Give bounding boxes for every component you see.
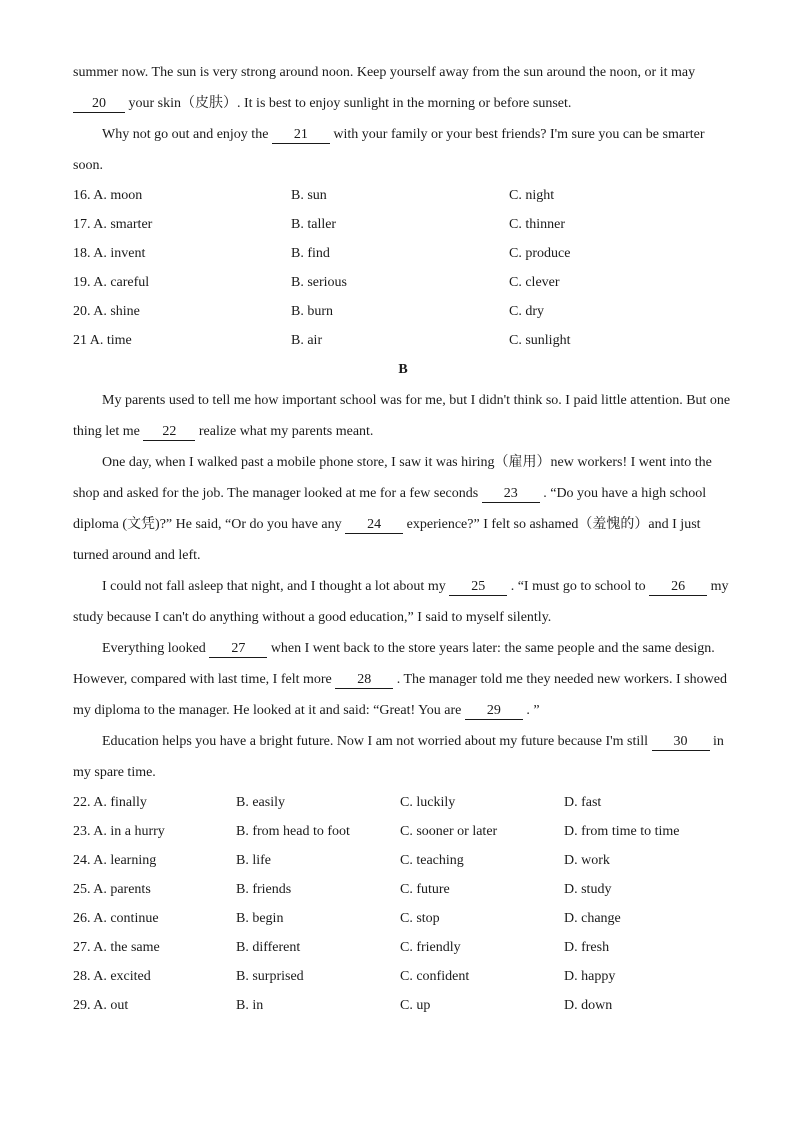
text: summer now. The sun is very strong around noon. Keep yourself away from the sun around the noon, or it may xyxy=(73,65,696,80)
blank-23: 23 xyxy=(482,486,540,503)
option-d: D. happy xyxy=(564,969,616,984)
blank-29: 29 xyxy=(465,703,523,720)
option-a: 23. A. in a hurry xyxy=(73,824,165,839)
section-heading-b: B xyxy=(398,362,408,377)
option-row xyxy=(73,181,733,210)
option-d: D. fresh xyxy=(564,940,610,955)
option-a: 16. A. moon xyxy=(73,188,143,203)
option-c: C. produce xyxy=(509,246,571,261)
text: . “Do you have a high school diploma (文凭)?” He said, “Or do you have any xyxy=(73,486,707,532)
option-b: B. burn xyxy=(291,304,333,319)
option-c: C. up xyxy=(400,998,431,1013)
option-row xyxy=(73,962,733,991)
blank-20: 20 xyxy=(73,96,125,113)
option-b: B. sun xyxy=(291,188,327,203)
blank-22: 22 xyxy=(143,424,195,441)
text: experience?” I felt so ashamed（羞愧的）and I just turned around and left. xyxy=(73,517,701,563)
option-a: 18. A. invent xyxy=(73,246,146,261)
text: with your family or your best friends? I'm sure you can be smarter soon. xyxy=(73,127,705,173)
document-page xyxy=(73,57,733,1020)
text: in my spare time. xyxy=(73,734,724,780)
option-b: B. taller xyxy=(291,217,337,232)
option-c: C. sooner or later xyxy=(400,824,498,839)
option-c: C. teaching xyxy=(400,853,464,868)
option-row xyxy=(73,817,733,846)
text: One day, when I walked past a mobile phone store, I saw it was hiring（雇用）new workers! I went into the shop and asked for the job. The manager looked at me for a few seconds xyxy=(73,455,712,501)
option-b: B. air xyxy=(291,333,323,348)
option-b: B. easily xyxy=(236,795,285,810)
option-row xyxy=(73,933,733,962)
option-c: C. clever xyxy=(509,275,560,290)
text: realize what my parents meant. xyxy=(195,424,374,439)
option-a: 20. A. shine xyxy=(73,304,140,319)
option-row xyxy=(73,846,733,875)
option-c: C. sunlight xyxy=(509,333,571,348)
option-d: D. study xyxy=(564,882,612,897)
text: I could not fall asleep that night, and I thought a lot about my xyxy=(102,579,450,594)
paragraph-b5 xyxy=(73,726,733,788)
option-row xyxy=(73,210,733,239)
option-row xyxy=(73,904,733,933)
blank-25: 25 xyxy=(449,579,507,596)
option-b: B. life xyxy=(236,853,271,868)
option-b: B. in xyxy=(236,998,264,1013)
option-a: 22. A. finally xyxy=(73,795,147,810)
paragraph-b4 xyxy=(73,633,733,726)
option-row xyxy=(73,788,733,817)
paragraph-b3 xyxy=(73,571,733,633)
option-d: D. from time to time xyxy=(564,824,680,839)
option-d: D. down xyxy=(564,998,613,1013)
option-b: B. friends xyxy=(236,882,292,897)
options-section-a xyxy=(73,181,733,355)
paragraph-b2 xyxy=(73,447,733,571)
blank-21: 21 xyxy=(272,127,330,144)
option-c: C. thinner xyxy=(509,217,565,232)
paragraph-b1 xyxy=(73,385,733,447)
option-row xyxy=(73,326,733,355)
text: your skin（皮肤）. It is best to enjoy sunlight in the morning or before sunset. xyxy=(125,96,572,111)
option-row xyxy=(73,991,733,1020)
option-a: 27. A. the same xyxy=(73,940,160,955)
blank-27: 27 xyxy=(209,641,267,658)
option-d: D. change xyxy=(564,911,621,926)
text: . “I must go to school to xyxy=(507,579,650,594)
blank-28: 28 xyxy=(335,672,393,689)
option-a: 28. A. excited xyxy=(73,969,151,984)
option-c: C. night xyxy=(509,188,555,203)
option-a: 25. A. parents xyxy=(73,882,151,897)
text: My parents used to tell me how important school was for me, but I didn't think so. I paid little attention. But one thing let me xyxy=(73,393,731,439)
option-a: 17. A. smarter xyxy=(73,217,153,232)
text: Everything looked xyxy=(102,641,210,656)
option-a: 29. A. out xyxy=(73,998,129,1013)
option-c: C. friendly xyxy=(400,940,461,955)
option-c: C. dry xyxy=(509,304,544,319)
paragraph-a-last xyxy=(73,119,733,181)
option-b: B. find xyxy=(291,246,330,261)
option-row xyxy=(73,268,733,297)
option-a: 19. A. careful xyxy=(73,275,150,290)
paragraph-a-continued xyxy=(73,57,733,119)
option-row xyxy=(73,239,733,268)
option-c: C. future xyxy=(400,882,450,897)
blank-30: 30 xyxy=(652,734,710,751)
text: when I went back to the store years later: the same people and the same design. However, compared with last time, I felt more xyxy=(73,641,715,687)
text: Education helps you have a bright future. Now I am not worried about my future because I'm still xyxy=(102,734,652,749)
option-d: D. work xyxy=(564,853,610,868)
option-d: D. fast xyxy=(564,795,602,810)
option-b: B. serious xyxy=(291,275,347,290)
option-a: 21 A. time xyxy=(73,333,132,348)
text: . ” xyxy=(522,703,540,718)
option-c: C. stop xyxy=(400,911,440,926)
blank-24: 24 xyxy=(345,517,403,534)
option-c: C. confident xyxy=(400,969,470,984)
option-b: B. from head to foot xyxy=(236,824,350,839)
option-b: B. surprised xyxy=(236,969,304,984)
text: Why not go out and enjoy the xyxy=(102,127,272,142)
option-a: 26. A. continue xyxy=(73,911,159,926)
option-b: B. begin xyxy=(236,911,284,926)
blank-26: 26 xyxy=(649,579,707,596)
option-row xyxy=(73,297,733,326)
option-a: 24. A. learning xyxy=(73,853,157,868)
options-section-b xyxy=(73,788,733,1020)
text: my study because I can't do anything without a good education,” I said to myself silently. xyxy=(73,579,729,625)
option-b: B. different xyxy=(236,940,301,955)
option-row xyxy=(73,875,733,904)
option-c: C. luckily xyxy=(400,795,456,810)
text: . The manager told me they needed new workers. I showed my diploma to the manager. He looked at it and said: “Great! You are xyxy=(73,672,727,718)
